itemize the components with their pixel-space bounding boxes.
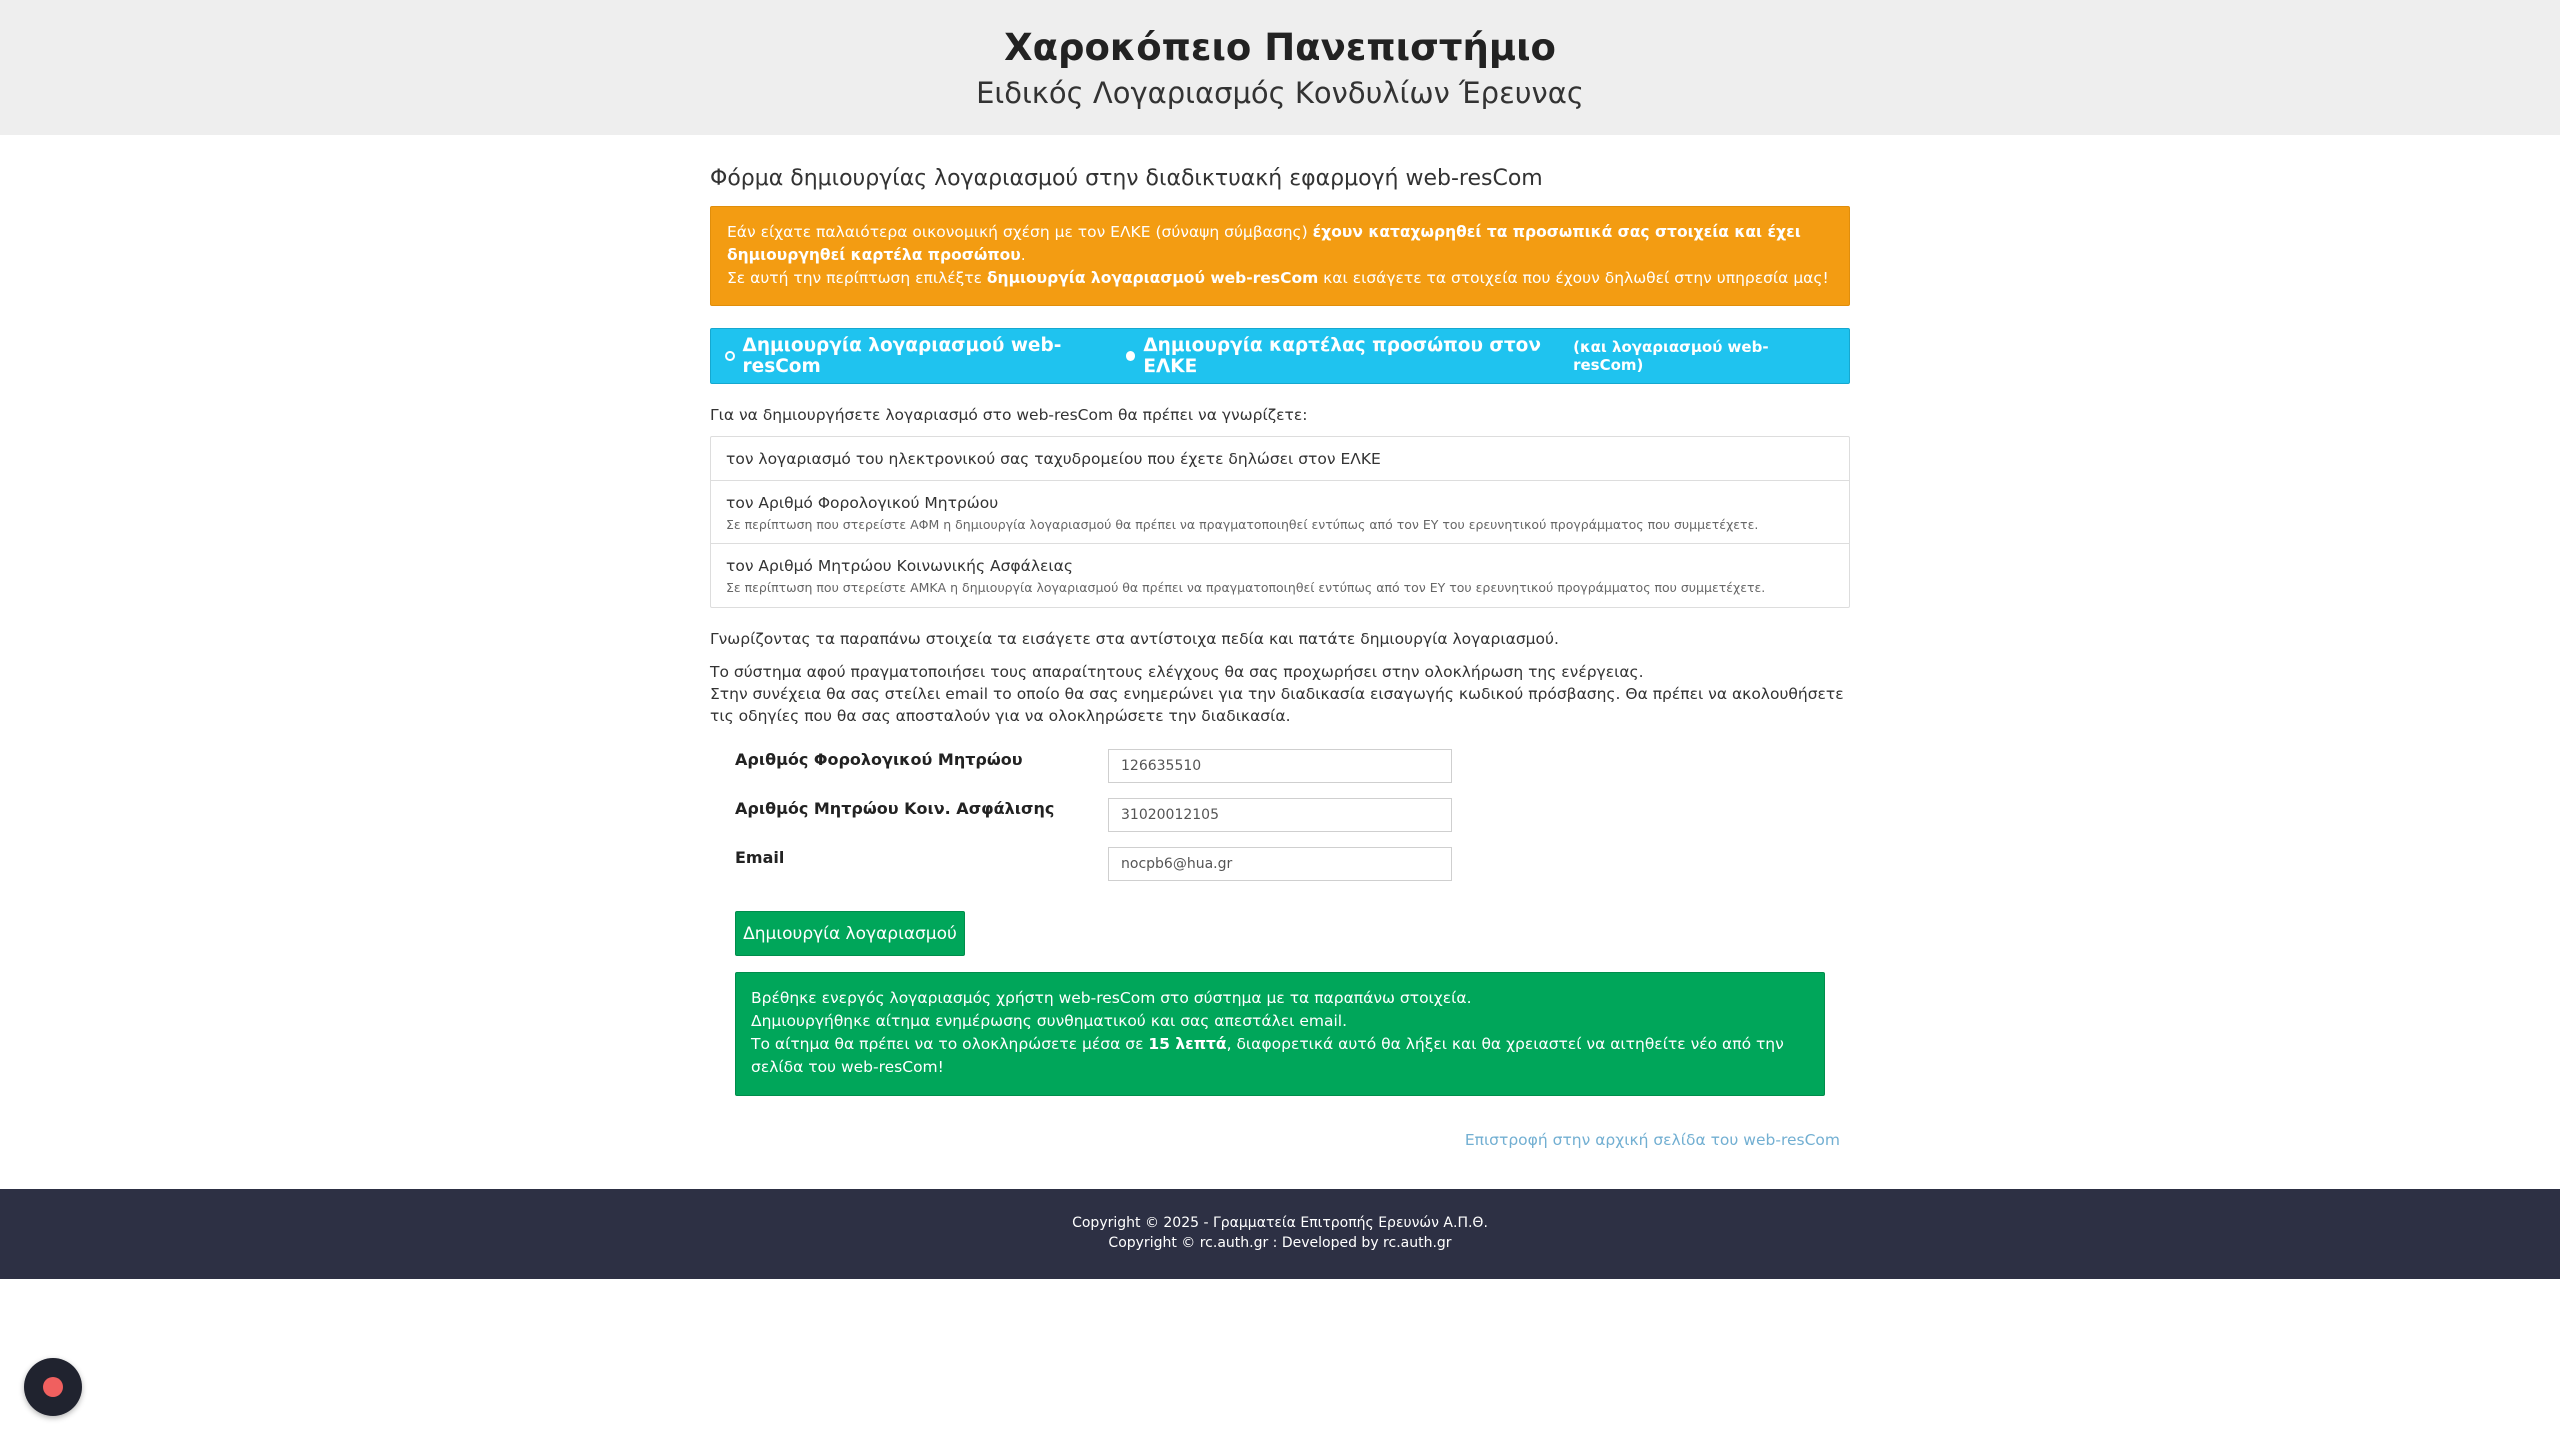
requirement-afm: τον Αριθμό Φορολογικού Μητρώου	[726, 494, 999, 512]
return-home-link[interactable]: Επιστροφή στην αρχική σελίδα του web-resCom	[1464, 1131, 1840, 1149]
warning-bold-2: δημιουργία λογαριασμού web-resCom	[986, 269, 1319, 287]
record-icon	[43, 1377, 63, 1397]
option-create-account[interactable]	[725, 335, 1110, 377]
option-create-person-card[interactable]	[1126, 335, 1819, 377]
system-text	[710, 661, 1850, 727]
system-text-1: Το σύστημα αφού πραγματοποιήσει τους απαραίτητους ελέγχους θα σας προχωρήσει στην ολοκλήρωση της ενέργειας.	[710, 663, 1644, 681]
list-item	[711, 437, 1849, 481]
email-input[interactable]	[1108, 847, 1452, 881]
afm-label: Αριθμός Φορολογικού Μητρώου	[735, 750, 1023, 769]
requirement-amka-note: Σε περίπτωση που στερείστε ΑΜΚΑ η δημιουργία λογαριασμού θα πρέπει να πραγματοποιηθεί εντύπως από τον ΕΥ του ερευνητικού προγράμματος που συμμετέχετε.	[726, 580, 1766, 595]
list-item	[711, 481, 1849, 544]
success-line-2: Δημιουργήθηκε αίτημα ενημέρωσης συνθηματικού και σας απεστάλει email.	[751, 1012, 1347, 1030]
radio-create-person-card-icon[interactable]	[1126, 351, 1136, 361]
site-title: Χαροκόπειο Πανεπιστήμιο	[1004, 26, 1556, 69]
requirements-list	[710, 436, 1850, 608]
footer-copyright-2: Copyright © rc.auth.gr : Developed by rc.auth.gr	[1108, 1235, 1452, 1251]
account-type-choice	[710, 328, 1850, 384]
option-create-account-label: Δημιουργία λογαριασμού web-resCom	[742, 335, 1062, 377]
success-line-3: Το αίτημα θα πρέπει να το ολοκληρώσετε μέσα σε	[751, 1035, 1149, 1053]
warning-text-1: Εάν είχατε παλαιότερα οικονομική σχέση με τον ΕΛΚΕ (σύναψη σύμβασης)	[727, 223, 1313, 241]
success-alert	[735, 972, 1825, 1096]
success-line-3-end: , διαφορετικά αυτό θα λήξει και θα χρειαστεί να αιτηθείτε νέο από την σελίδα του web-resCom!	[751, 1035, 1784, 1076]
footer	[0, 1189, 2560, 1279]
afm-input[interactable]	[1108, 749, 1452, 783]
amka-label: Αριθμός Μητρώου Κοιν. Ασφάλισης	[735, 799, 1055, 818]
warning-text-1-end: .	[1020, 246, 1026, 264]
success-time-limit: 15 λεπτά	[1148, 1035, 1227, 1053]
option-create-person-card-label: Δημιουργία καρτέλας προσώπου στον ΕΛΚΕ	[1143, 335, 1541, 377]
radio-create-account-icon[interactable]	[725, 351, 735, 361]
amka-input[interactable]	[1108, 798, 1452, 832]
page-title: Φόρμα δημιουργίας λογαριασμού στην διαδικτυακή εφαρμογή web-resCom	[710, 166, 1543, 191]
create-account-button[interactable]: Δημιουργία λογαριασμού	[735, 911, 965, 956]
requirement-amka: τον Αριθμό Μητρώου Κοινωνικής Ασφάλειας	[726, 557, 1073, 575]
email-label: Email	[735, 848, 785, 867]
list-item	[711, 544, 1849, 607]
warning-text-2: Σε αυτή την περίπτωση επιλέξτε	[727, 269, 987, 287]
system-text-2: Στην συνέχεια θα σας στείλει email το οποίο θα σας ενημερώνει για την διαδικασία εισαγωγής κωδικού πρόσβασης. Θα πρέπει να ακολουθήσετε τις οδηγίες που θα σας αποσταλούν για να ολοκληρώσετε την διαδικασία.	[710, 685, 1844, 725]
knowing-text: Γνωρίζοντας τα παραπάνω στοιχεία τα εισάγετε στα αντίστοιχα πεδία και πατάτε δημιουργία λογαριασμού.	[710, 630, 1559, 648]
site-header	[0, 0, 2560, 135]
record-widget-button[interactable]	[24, 1358, 82, 1416]
footer-copyright-1: Copyright © 2025 - Γραμματεία Επιτροπής Ερευνών Α.Π.Θ.	[1072, 1215, 1488, 1231]
intro-text: Για να δημιουργήσετε λογαριασμό στο web-resCom θα πρέπει να γνωρίζετε:	[710, 406, 1308, 424]
warning-alert	[710, 206, 1850, 306]
site-subtitle: Ειδικός Λογαριασμός Κονδυλίων Έρευνας	[976, 76, 1584, 110]
option-create-person-card-note: (και λογαριασμού web-resCom)	[1573, 338, 1769, 374]
success-line-1: Βρέθηκε ενεργός λογαριασμός χρήστη web-resCom στο σύστημα με τα παραπάνω στοιχεία.	[751, 989, 1472, 1007]
warning-text-2-end: και εισάγετε τα στοιχεία που έχουν δηλωθεί στην υπηρεσία μας!	[1318, 269, 1829, 287]
requirement-email: τον λογαριασμό του ηλεκτρονικού σας ταχυδρομείου που έχετε δηλώσει στον ΕΛΚΕ	[726, 450, 1381, 468]
warning-bold-1: έχουν καταχωρηθεί τα προσωπικά σας στοιχεία και έχει δημιουργηθεί καρτέλα προσώπου	[727, 223, 1801, 264]
requirement-afm-note: Σε περίπτωση που στερείστε ΑΦΜ η δημιουργία λογαριασμού θα πρέπει να πραγματοποιηθεί εντύπως από τον ΕΥ του ερευνητικού προγράμματος που συμμετέχετε.	[726, 517, 1759, 532]
